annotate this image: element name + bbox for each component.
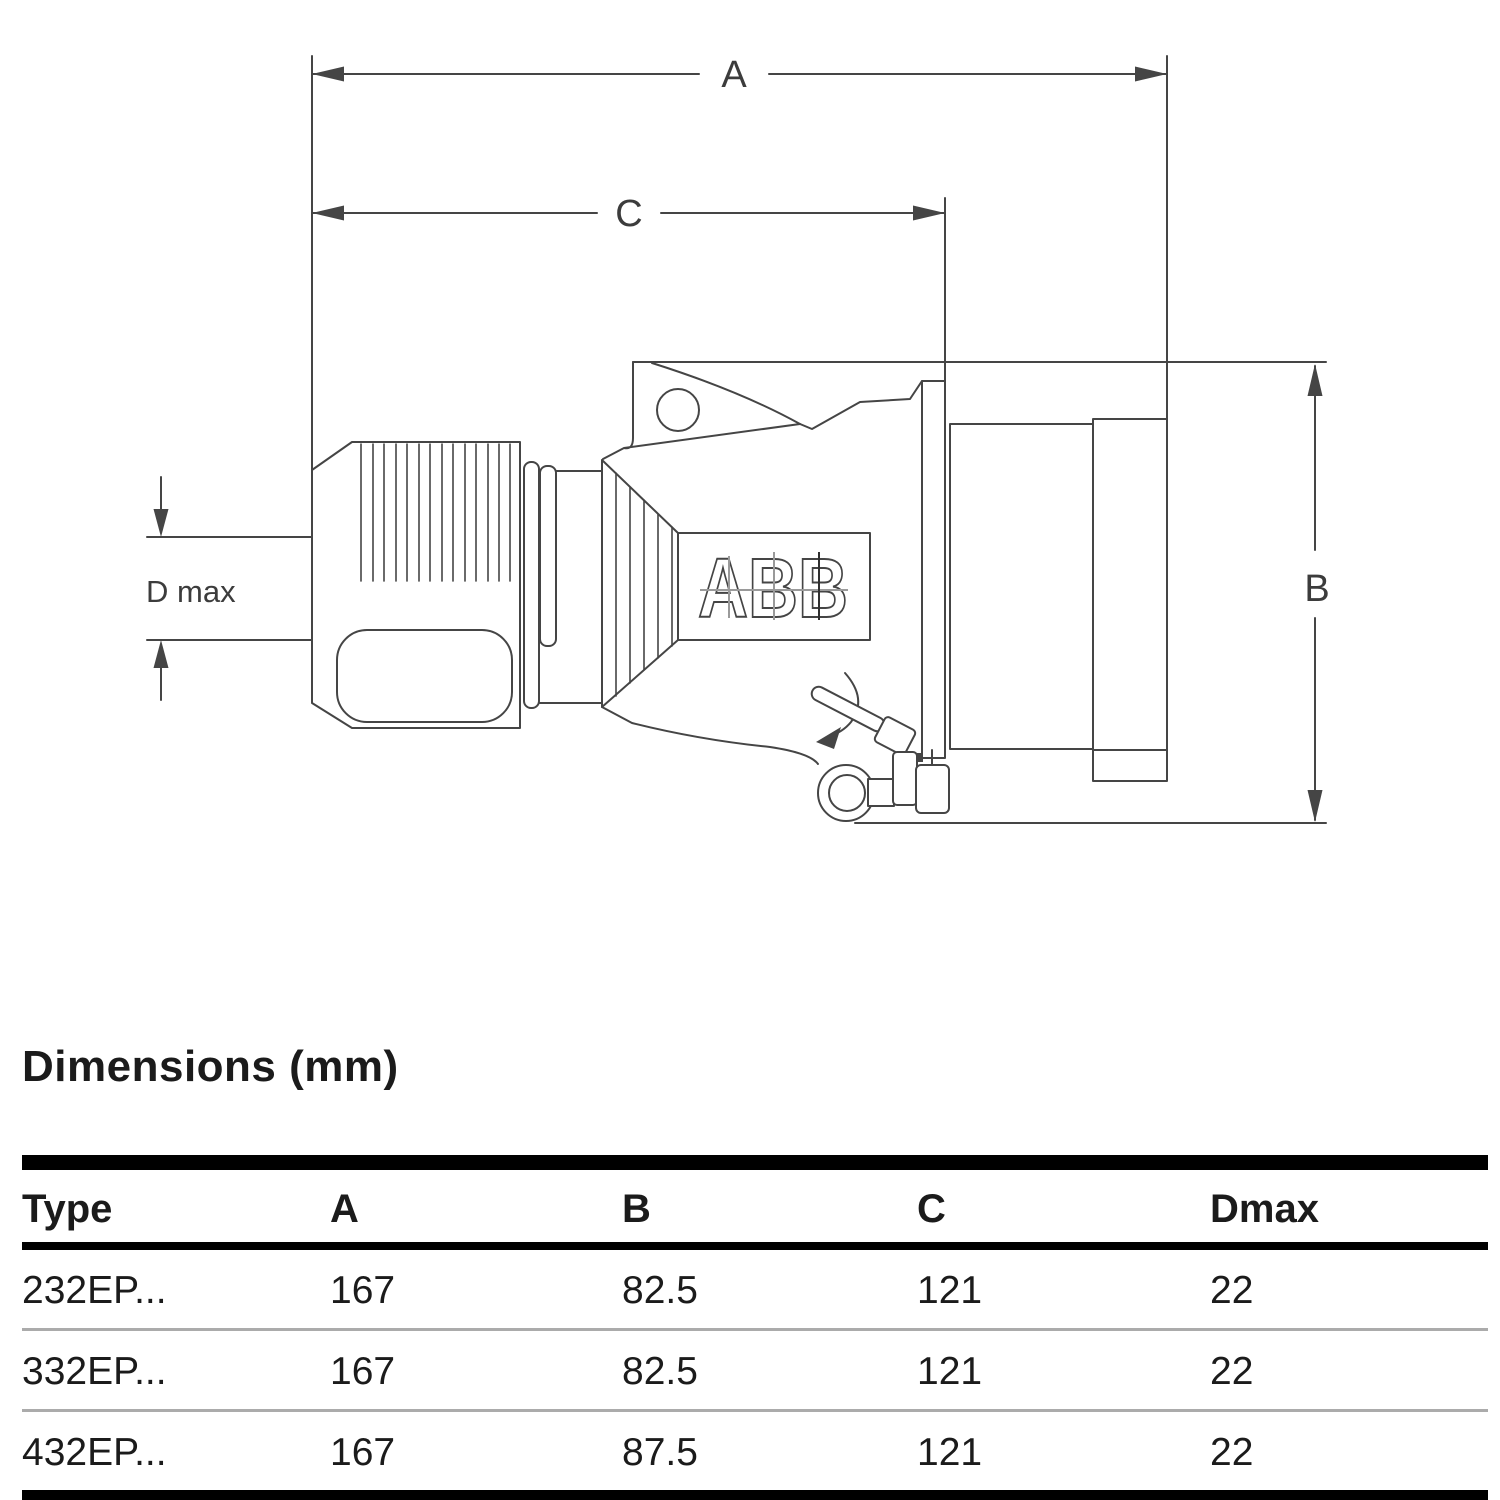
- table-row: [22, 1246, 1488, 1330]
- cone-edges: [602, 460, 678, 707]
- latch-bridge: [868, 779, 894, 806]
- cell-dmax: 22: [1210, 1350, 1254, 1393]
- latch-catch: [916, 765, 949, 813]
- cell-c: 121: [917, 1431, 983, 1474]
- column-header-a: A: [330, 1187, 359, 1231]
- top-tab-outline: [603, 362, 800, 459]
- table-title: Dimensions (mm): [22, 1042, 399, 1091]
- cell-dmax: 22: [1210, 1269, 1254, 1312]
- cell-b: 87.5: [622, 1431, 698, 1474]
- dim-b-label: B: [1304, 568, 1330, 610]
- abb-logo: ABB: [698, 541, 848, 635]
- arrowhead: [1308, 364, 1323, 396]
- cell-a: 167: [330, 1350, 396, 1393]
- column-header-type: Type: [22, 1187, 113, 1231]
- front-cylinder: [950, 424, 1093, 749]
- cell-c: 121: [917, 1269, 983, 1312]
- cone-ribs: [616, 473, 672, 696]
- body-top-edge: [800, 381, 922, 429]
- seal-washer: [540, 466, 556, 646]
- latch-block: [893, 752, 917, 805]
- column-header-b: B: [622, 1187, 651, 1231]
- dimensions-table: [22, 1155, 1488, 1500]
- tab-hole: [657, 389, 699, 431]
- cell-b: 82.5: [622, 1269, 698, 1312]
- arrowhead: [913, 206, 945, 221]
- cell-a: 167: [330, 1269, 396, 1312]
- arrowhead: [154, 640, 169, 668]
- cell-dmax: 22: [1210, 1431, 1254, 1474]
- dim-dmax-label: D max: [146, 574, 236, 609]
- table-row: [22, 1330, 1488, 1411]
- arrowhead: [1308, 790, 1323, 822]
- arrowhead: [312, 206, 344, 221]
- dim-a-label: A: [721, 54, 747, 96]
- table-header-row: [22, 1163, 1488, 1247]
- seal-washer: [524, 462, 539, 708]
- flange-notch: [917, 753, 923, 762]
- latch-arrowhead: [816, 727, 841, 749]
- column-header-c: C: [917, 1187, 946, 1231]
- front-rim: [1093, 419, 1167, 781]
- gland-flat-facet: [337, 630, 512, 722]
- top-tab-curve: [652, 363, 800, 424]
- cell-a: 167: [330, 1431, 396, 1474]
- body-bottom-edge: [602, 707, 818, 764]
- arrowhead: [154, 509, 169, 537]
- table-row: [22, 1411, 1488, 1496]
- latch-ring-inner: [829, 775, 865, 811]
- cell-c: 121: [917, 1350, 983, 1393]
- mating-flange: [922, 381, 945, 758]
- cell-type: 332EP...: [22, 1350, 167, 1393]
- arrowhead: [1135, 67, 1167, 82]
- cell-b: 82.5: [622, 1350, 698, 1393]
- dim-c-label: C: [615, 193, 643, 235]
- column-header-dmax: Dmax: [1210, 1187, 1319, 1231]
- cell-type: 232EP...: [22, 1269, 167, 1312]
- arrowhead: [312, 67, 344, 82]
- cell-type: 432EP...: [22, 1431, 167, 1474]
